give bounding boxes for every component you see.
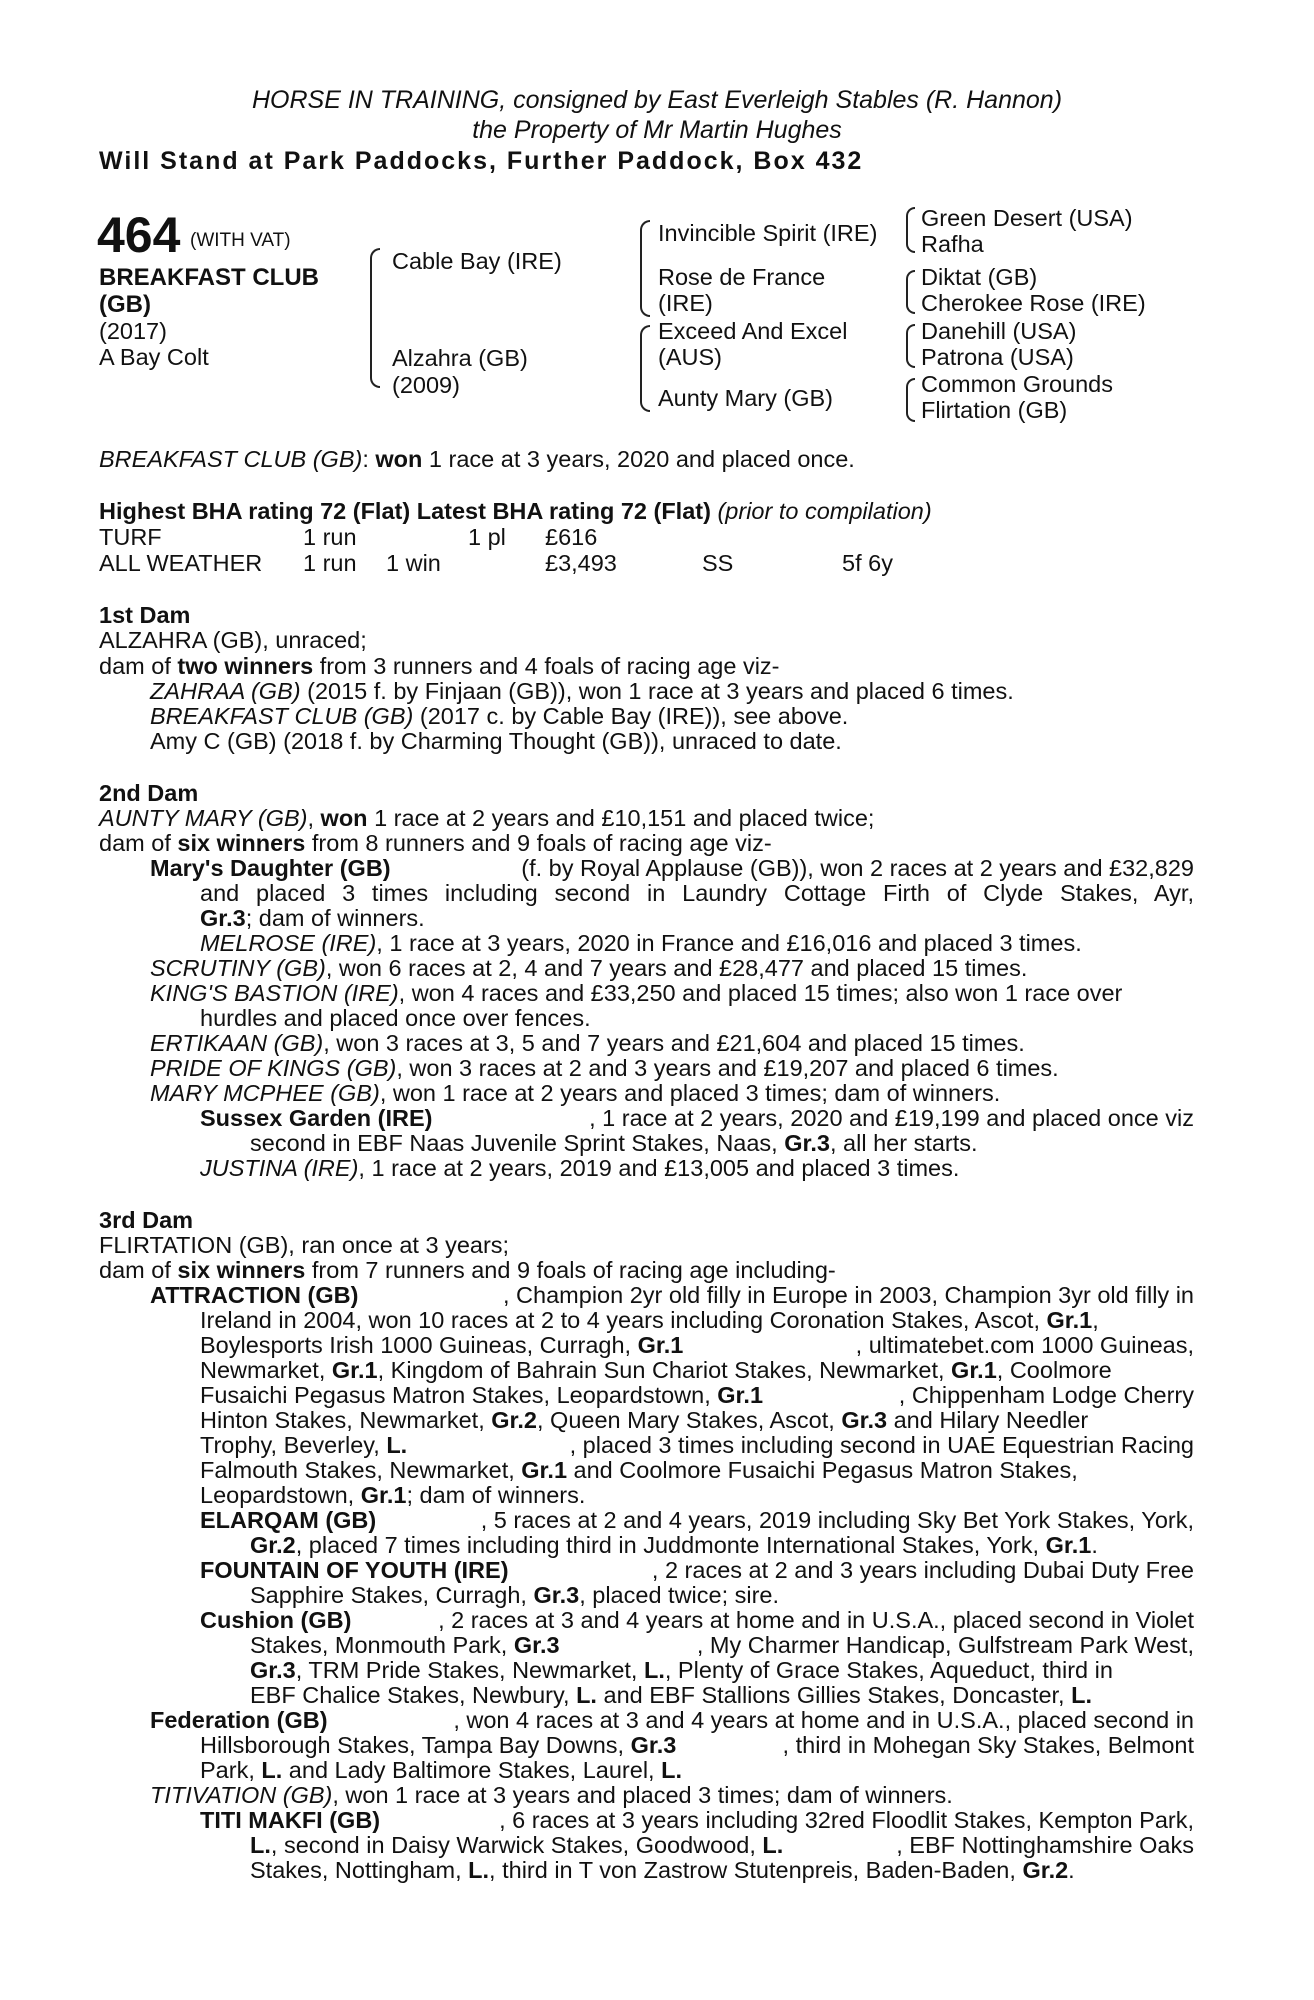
pedigree-sire: Cable Bay (IRE)	[392, 248, 562, 274]
winners-count: six winners	[177, 830, 306, 856]
produce-details: , 6 races at 3 years including 32red Floodlit Stakes, Kempton Park,	[499, 1807, 1194, 1833]
text: ; dam of winners.	[245, 905, 425, 931]
text: , Coolmore	[996, 1357, 1112, 1383]
pedigree-ds-sire: Danehill (USA)	[921, 318, 1077, 344]
produce-entry	[200, 931, 1082, 956]
pedigree-dd-dam: Flirtation (GB)	[921, 397, 1068, 423]
produce-name: JUSTINA (IRE)	[200, 1155, 359, 1181]
produce-continuation	[250, 1583, 779, 1608]
text: dam of	[99, 830, 178, 856]
grade: Gr.1	[951, 1357, 997, 1383]
race-summary: BREAKFAST CLUB (GB): won 1 race at 3 years, 2020 and placed once.	[99, 446, 855, 472]
third-dam-line: FLIRTATION (GB), ran once at 3 years;	[99, 1232, 510, 1258]
pedigree-dam-sire-country: (AUS)	[658, 344, 722, 370]
pedigree-brace	[906, 378, 915, 400]
won: won	[320, 805, 368, 831]
pedigree-brace	[906, 398, 915, 422]
produce-entry	[200, 1106, 1194, 1131]
grade: Gr.1	[717, 1382, 764, 1408]
text: , placed twice; sire.	[579, 1582, 780, 1608]
second-dam-line	[99, 806, 874, 831]
horse-description: A Bay Colt	[99, 344, 209, 370]
text: EBF Chalice Stakes, Newbury,	[250, 1682, 577, 1708]
text: from 8 runners and 9 foals of racing age viz-	[305, 830, 772, 856]
produce-name: BREAKFAST CLUB (GB)	[150, 703, 414, 729]
record-turf-placed: 1 pl	[468, 524, 506, 550]
produce-continuation	[250, 1658, 1113, 1683]
produce-entry	[200, 1808, 1194, 1833]
record-turf-runs: 1 run	[303, 524, 357, 550]
grade: Gr.2	[1022, 1857, 1069, 1883]
lot-number: 464	[97, 207, 181, 263]
text: , Kingdom of Bahrain Sun Chariot Stakes, Newmarket,	[377, 1357, 952, 1383]
grade: L.	[386, 1432, 408, 1458]
produce-details: , won 4 races and £33,250 and placed 15 times; also won 1 race over	[398, 980, 1123, 1006]
first-dam-heading: 1st Dam	[99, 602, 191, 628]
pedigree-sire-dam: Rose de France	[658, 264, 826, 290]
produce-details: , 1 race at 2 years, 2020 and £19,199 and placed once viz	[589, 1105, 1194, 1131]
record-aw-money: £3,493	[545, 550, 617, 576]
produce-continuation	[250, 1858, 1075, 1883]
horse-year: (2017)	[99, 318, 167, 344]
produce-details: (2015 f. by Finjaan (GB)), won 1 race at 3 years and placed 6 times.	[300, 678, 1014, 704]
produce-name: Cushion (GB)	[200, 1607, 352, 1633]
record-aw-label: ALL WEATHER	[99, 550, 263, 576]
produce-entry	[200, 1508, 1194, 1533]
text: Fusaichi Pegasus Matron Stakes, Leopardstown,	[200, 1382, 718, 1408]
grade: Gr.2	[250, 1532, 296, 1558]
produce-entry	[150, 1056, 1059, 1081]
produce-entry	[150, 956, 1027, 981]
pedigree-brace	[370, 248, 380, 340]
pedigree-brace	[906, 324, 915, 346]
first-dam-produce-line	[99, 654, 780, 679]
produce-entry	[150, 679, 1014, 704]
produce-details: , won 1 race at 3 years and placed 3 times; dam of winners.	[332, 1782, 953, 1808]
bha-rating	[99, 499, 932, 524]
horse-name-country: (GB)	[99, 291, 151, 318]
text: , third in Mohegan Sky Stakes, Belmont	[782, 1732, 1194, 1758]
produce-name: ELARQAM (GB)	[200, 1507, 377, 1533]
text: , Queen Mary Stakes, Ascot,	[536, 1407, 842, 1433]
text: , TRM Pride Stakes, Newmarket,	[295, 1657, 644, 1683]
produce-entry	[150, 1783, 953, 1808]
pedigree-ss-sire: Green Desert (USA)	[921, 205, 1133, 231]
text: Leopardstown,	[200, 1482, 361, 1508]
header-line-3: Will Stand at Park Paddocks, Further Paddock, Box 432	[99, 147, 864, 175]
summary-won: won	[375, 446, 423, 472]
produce-name: FOUNTAIN OF YOUTH (IRE)	[200, 1557, 509, 1583]
text: , My Charmer Handicap, Gulfstream Park West,	[696, 1632, 1194, 1658]
produce-continuation	[200, 1758, 682, 1783]
text: Hinton Stakes, Newmarket,	[200, 1407, 492, 1433]
grade: L.	[468, 1857, 490, 1883]
produce-entry: Amy C (GB) (2018 f. by Charming Thought (GB)), unraced to date.	[150, 728, 842, 754]
text: dam of	[99, 1257, 178, 1283]
grade: Gr.3	[630, 1732, 677, 1758]
grade: Gr.2	[491, 1407, 537, 1433]
text: Stakes, Monmouth Park,	[250, 1632, 514, 1658]
produce-continuation	[200, 1358, 1112, 1383]
second-dam-heading: 2nd Dam	[99, 780, 199, 806]
produce-continuation	[200, 1733, 1194, 1758]
produce-name: KING'S BASTION (IRE)	[150, 980, 399, 1006]
text: .	[1068, 1857, 1075, 1883]
text: second in EBF Naas Juvenile Sprint Stakes, Naas,	[250, 1130, 785, 1156]
produce-continuation	[250, 1131, 978, 1156]
produce-entry	[150, 704, 848, 729]
text: , Plenty of Grace Stakes, Aqueduct, third in	[664, 1657, 1113, 1683]
produce-continuation	[200, 1458, 1078, 1483]
text: from 3 runners and 4 foals of racing age viz-	[313, 653, 780, 679]
grade: Gr.1	[1045, 1532, 1092, 1558]
produce-continuation: hurdles and placed once over fences.	[200, 1005, 591, 1031]
produce-entry	[150, 1031, 1025, 1056]
pedigree-brace	[370, 338, 380, 388]
text: and Coolmore Fusaichi Pegasus Matron Stakes,	[567, 1457, 1078, 1483]
produce-name: Sussex Garden (IRE)	[200, 1105, 433, 1131]
grade: L.	[1071, 1682, 1092, 1708]
pedigree-brace	[906, 207, 915, 231]
produce-details: , won 4 races at 3 and 4 years at home and in U.S.A., placed second in	[453, 1707, 1194, 1733]
grade: Gr.1	[331, 1357, 378, 1383]
grade: L.	[576, 1682, 597, 1708]
text: and Lady Baltimore Stakes, Laurel,	[282, 1757, 662, 1783]
produce-details: (f. by Royal Applause (GB)), won 2 races at 2 years and £32,829	[521, 855, 1194, 881]
grade: L.	[661, 1757, 682, 1783]
produce-details: , 1 race at 3 years, 2020 in France and £16,016 and placed 3 times.	[376, 930, 1082, 956]
second-dam-produce-line	[99, 831, 772, 856]
produce-details: , 2 races at 3 and 4 years at home and in U.S.A., placed second in Violet	[438, 1607, 1194, 1633]
text: , second in Daisy Warwick Stakes, Goodwood,	[270, 1832, 763, 1858]
produce-name: TITI MAKFI (GB)	[200, 1807, 381, 1833]
text: from 7 runners and 9 foals of racing age including-	[305, 1257, 836, 1283]
text: ; dam of winners.	[406, 1482, 586, 1508]
produce-continuation	[250, 1533, 1098, 1558]
produce-continuation	[250, 1633, 1194, 1658]
text: and EBF Stallions Gillies Stakes, Doncaster,	[596, 1682, 1072, 1708]
horse-name: BREAKFAST CLUB	[99, 264, 319, 291]
pedigree-dam-dam: Aunty Mary (GB)	[658, 385, 833, 411]
grade: Gr.1	[360, 1482, 407, 1508]
produce-details: , Champion 2yr old filly in Europe in 2003, Champion 3yr old filly in	[503, 1282, 1194, 1308]
produce-name: ZAHRAA (GB)	[150, 678, 301, 704]
produce-entry	[150, 1081, 1000, 1106]
pedigree-dam-sire: Exceed And Excel	[658, 318, 848, 344]
pedigree-dam-year: (2009)	[392, 372, 460, 398]
produce-name: PRIDE OF KINGS (GB)	[150, 1055, 397, 1081]
produce-details: (2017 c. by Cable Bay (IRE)), see above.	[413, 703, 849, 729]
record-aw-runs: 1 run	[303, 550, 357, 576]
grade: Gr.3	[200, 905, 246, 931]
produce-details: , won 1 race at 2 years and placed 3 times; dam of winners.	[379, 1080, 1001, 1106]
third-dam-produce-line	[99, 1258, 836, 1283]
produce-name: TITIVATION (GB)	[150, 1782, 333, 1808]
text: Trophy, Beverley,	[200, 1432, 387, 1458]
pedigree-dam: Alzahra (GB)	[392, 345, 528, 371]
text: Boylesports Irish 1000 Guineas, Curragh,	[200, 1332, 638, 1358]
text: and Hilary Needler	[887, 1407, 1089, 1433]
third-dam-heading: 3rd Dam	[99, 1207, 194, 1233]
pedigree-sd-sire: Diktat (GB)	[921, 264, 1038, 290]
rating-note: (prior to compilation)	[717, 498, 932, 524]
text: ,	[307, 805, 321, 831]
summary-text: 1 race at 3 years, 2020 and placed once.	[422, 446, 855, 472]
grade: L.	[261, 1757, 283, 1783]
text: Newmarket,	[200, 1357, 332, 1383]
produce-entry	[200, 1156, 959, 1181]
text: , placed 7 times including third in Juddmonte International Stakes, York,	[295, 1532, 1046, 1558]
text: Hillsborough Stakes, Tampa Bay Downs,	[200, 1732, 631, 1758]
produce-name: ATTRACTION (GB)	[150, 1282, 359, 1308]
pedigree-sire-sire: Invincible Spirit (IRE)	[658, 220, 878, 246]
produce-continuation	[200, 906, 425, 931]
header-line-1: HORSE IN TRAINING, consigned by East Everleigh Stables (R. Hannon)	[251, 86, 1063, 114]
pedigree-dd-sire: Common Grounds	[921, 371, 1113, 397]
produce-entry	[150, 1708, 1194, 1733]
winners-count: two winners	[177, 653, 314, 679]
record-aw-going: SS	[702, 550, 734, 576]
text: .	[1091, 1532, 1098, 1558]
pedigree-brace	[906, 290, 915, 314]
pedigree-brace	[906, 270, 915, 292]
grade: Gr.3	[841, 1407, 888, 1433]
produce-name: Mary's Daughter (GB)	[150, 855, 391, 881]
text: Stakes, Nottingham,	[250, 1857, 469, 1883]
text: , EBF Nottinghamshire Oaks	[896, 1832, 1194, 1858]
produce-continuation	[200, 1408, 1088, 1433]
grade: Gr.3	[533, 1582, 580, 1608]
pedigree-sire-dam-country: (IRE)	[658, 290, 713, 316]
pedigree-ss-dam: Rafha	[921, 231, 984, 257]
pedigree-ds-dam: Patrona (USA)	[921, 344, 1074, 370]
produce-continuation	[250, 1833, 1194, 1858]
grade: Gr.1	[1046, 1307, 1093, 1333]
produce-entry	[200, 1558, 1194, 1583]
produce-details: , 2 races at 2 and 3 years including Dubai Duty Free	[651, 1557, 1194, 1583]
produce-details: , won 6 races at 2, 4 and 7 years and £28,477 and placed 15 times.	[325, 955, 1028, 981]
text: ,	[1092, 1307, 1099, 1333]
grade: L.	[643, 1657, 665, 1683]
pedigree-brace	[640, 260, 650, 317]
text: , placed 3 times including second in UAE Equestrian Racing	[569, 1432, 1194, 1458]
text: Park,	[200, 1757, 262, 1783]
produce-continuation	[250, 1683, 1092, 1708]
pedigree-brace	[640, 220, 650, 262]
grade: Gr.3	[250, 1657, 296, 1683]
produce-entry	[150, 856, 1194, 881]
produce-details: , won 3 races at 3, 5 and 7 years and £21,604 and placed 15 times.	[323, 1030, 1025, 1056]
pedigree-brace	[640, 365, 650, 412]
produce-continuation	[200, 1383, 1194, 1408]
produce-name: SCRUTINY (GB)	[150, 955, 326, 981]
text: Falmouth Stakes, Newmarket,	[200, 1457, 522, 1483]
grade: Gr.3	[513, 1632, 560, 1658]
record-aw-wins: 1 win	[386, 550, 441, 576]
produce-continuation: and placed 3 times including second in Laundry Cottage Firth of Clyde Stakes, Ayr,	[200, 880, 1194, 906]
first-dam-line: ALZAHRA (GB), unraced;	[99, 627, 367, 653]
produce-name: MELROSE (IRE)	[200, 930, 377, 956]
text: Sapphire Stakes, Curragh,	[250, 1582, 534, 1608]
text: 1 race at 2 years and £10,151 and placed twice;	[367, 805, 875, 831]
pedigree-brace	[640, 325, 650, 367]
produce-continuation	[200, 1333, 1194, 1358]
produce-details: , 5 races at 2 and 4 years, 2019 including Sky Bet York Stakes, York,	[480, 1507, 1194, 1533]
produce-continuation	[200, 1308, 1099, 1333]
dam-name: AUNTY MARY (GB)	[99, 805, 308, 831]
grade: L.	[250, 1832, 271, 1858]
text: dam of	[99, 653, 178, 679]
text: , Chippenham Lodge Cherry	[898, 1382, 1194, 1408]
record-turf-label: TURF	[99, 524, 162, 550]
pedigree-sd-dam: Cherokee Rose (IRE)	[921, 290, 1146, 316]
produce-entry	[150, 981, 1122, 1006]
text: , third in T von Zastrow Stutenpreis, Baden-Baden,	[489, 1857, 1023, 1883]
produce-continuation	[200, 1483, 585, 1508]
text: Ireland in 2004, won 10 races at 2 to 4 years including Coronation Stakes, Ascot,	[200, 1307, 1047, 1333]
header-line-2: the Property of Mr Martin Hughes	[472, 116, 842, 144]
vat-note: (WITH VAT)	[190, 230, 291, 251]
grade: Gr.3	[784, 1130, 830, 1156]
summary-horse-name: BREAKFAST CLUB (GB)	[99, 446, 363, 472]
pedigree-brace	[906, 344, 915, 368]
winners-count: six winners	[177, 1257, 306, 1283]
grade: Gr.1	[521, 1457, 568, 1483]
produce-entry	[150, 1283, 1194, 1308]
text: , ultimatebet.com 1000 Guineas,	[855, 1332, 1194, 1358]
produce-name: MARY MCPHEE (GB)	[150, 1080, 380, 1106]
pedigree-brace	[906, 229, 915, 253]
record-aw-distance: 5f 6y	[842, 550, 893, 576]
produce-details: , 1 race at 2 years, 2019 and £13,005 and placed 3 times.	[358, 1155, 960, 1181]
produce-name: Federation (GB)	[150, 1707, 328, 1733]
produce-entry	[200, 1608, 1194, 1633]
rating-text: Highest BHA rating 72 (Flat) Latest BHA rating 72 (Flat)	[99, 498, 711, 524]
text: , all her starts.	[829, 1130, 978, 1156]
record-turf-money: £616	[545, 524, 598, 550]
produce-continuation	[200, 1433, 1194, 1458]
grade: Gr.1	[637, 1332, 684, 1358]
produce-name: ERTIKAAN (GB)	[150, 1030, 324, 1056]
produce-details: , won 3 races at 2 and 3 years and £19,207 and placed 6 times.	[396, 1055, 1059, 1081]
grade: L.	[762, 1832, 784, 1858]
